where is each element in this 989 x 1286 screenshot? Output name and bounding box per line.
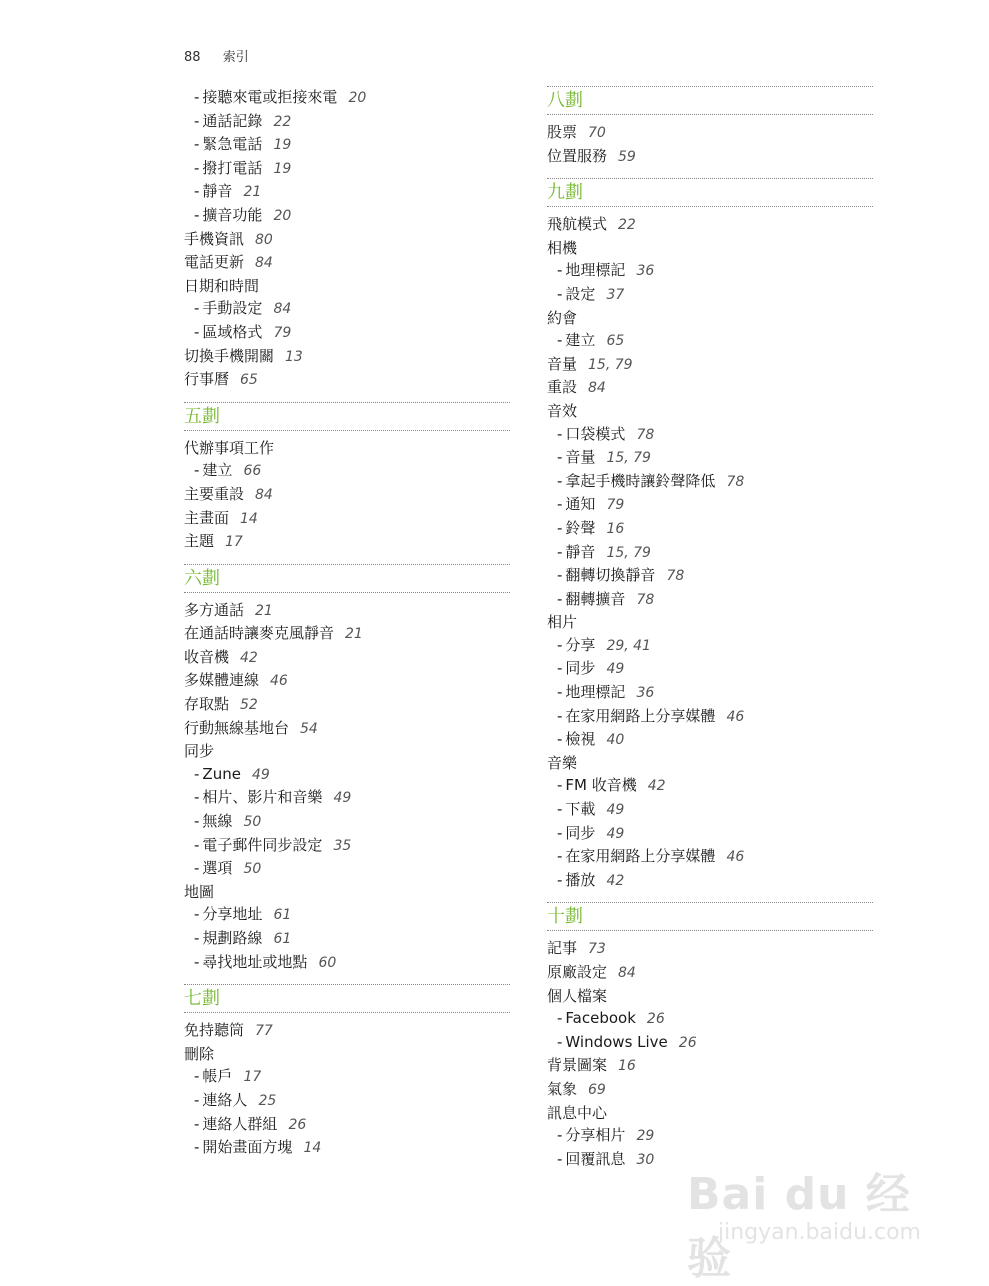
entry-page-number: 14 (303, 1140, 322, 1157)
subentry-dash: - (557, 566, 563, 585)
index-subentry (184, 810, 510, 834)
entry-term: 檢視 (565, 730, 596, 749)
index-entry (184, 881, 510, 904)
index-entry (184, 507, 510, 531)
index-subentry (184, 1089, 510, 1113)
entry-term: 建立 (202, 461, 233, 480)
subentry-dash: - (557, 542, 563, 561)
entry-term: 相片 (547, 613, 578, 632)
subentry-dash: - (557, 331, 563, 350)
entry-term: 選項 (202, 859, 233, 878)
entry-page-number: 78 (666, 568, 685, 585)
entry-page-number: 13 (285, 348, 303, 365)
entry-term: 股票 (547, 123, 578, 141)
entry-page-number: 37 (606, 286, 625, 303)
subentry-dash: - (557, 1032, 563, 1051)
entry-page-number: 15, 79 (606, 450, 651, 467)
entry-page-number: 29, 41 (606, 637, 651, 654)
index-entry (547, 400, 873, 423)
entry-term: 多媒體連線 (184, 671, 260, 690)
index-subentry (547, 517, 873, 541)
entry-page-number: 26 (646, 1011, 665, 1028)
subentry-dash: - (557, 706, 563, 725)
entry-term: 代辦事項工作 (184, 438, 275, 457)
index-subentry (547, 1031, 873, 1055)
section-header (184, 984, 510, 1013)
entry-term: 相片、影片和音樂 (202, 788, 323, 807)
index-subentry (184, 157, 510, 181)
subentry-dash: - (194, 1138, 200, 1157)
index-entry (184, 717, 510, 741)
entry-page-number: 22 (273, 113, 292, 130)
subentry-dash: - (557, 424, 563, 443)
entry-term: 電子郵件同步設定 (202, 835, 323, 854)
entry-page-number: 52 (240, 697, 258, 714)
entry-term: 地理標記 (565, 683, 626, 702)
entry-term: 同步 (565, 823, 596, 842)
entry-page-number: 15, 79 (606, 544, 651, 561)
entry-term: 在家用網路上分享媒體 (565, 706, 716, 725)
entry-page-number: 59 (618, 148, 636, 165)
index-entry (547, 376, 873, 400)
subentry-dash: - (194, 158, 200, 177)
index-subentry (184, 763, 510, 787)
entry-term: 個人檔案 (547, 986, 608, 1005)
subentry-dash: - (194, 88, 200, 106)
entry-page-number: 25 (258, 1092, 277, 1109)
index-entry (184, 1043, 510, 1066)
index-subentry (184, 786, 510, 810)
entry-page-number: 78 (636, 426, 655, 443)
entry-term: 在通話時讓麥克風靜音 (184, 624, 335, 643)
index-entry (547, 213, 873, 237)
entry-term: 建立 (565, 331, 596, 350)
index-entry (547, 237, 873, 260)
entry-term: 刪除 (184, 1044, 215, 1063)
entry-page-number: 73 (588, 941, 606, 958)
index-entry (547, 307, 873, 330)
index-entry (547, 611, 873, 634)
entry-page-number: 21 (255, 602, 273, 619)
index-entry (184, 530, 510, 554)
index-subentry (547, 774, 873, 798)
entry-term: 音效 (547, 401, 578, 420)
subentry-dash: - (194, 299, 200, 318)
entry-term: 開始畫面方塊 (202, 1138, 293, 1157)
entry-term: 同步 (184, 742, 215, 761)
entry-page-number: 49 (251, 766, 270, 783)
index-subentry (547, 588, 873, 612)
index-subentry (184, 927, 510, 951)
subentry-dash: - (194, 905, 200, 924)
entry-term: 播放 (565, 870, 596, 889)
index-subentry (547, 470, 873, 494)
entry-term: Facebook (565, 1009, 636, 1028)
entry-term: 接聽來電或拒接來電 (202, 88, 338, 106)
entry-page-number: 36 (636, 263, 655, 280)
index-subentry (547, 822, 873, 846)
subentry-dash: - (557, 261, 563, 280)
index-subentry (184, 1113, 510, 1137)
entry-term: 音樂 (547, 753, 578, 772)
entry-term: 翻轉擴音 (565, 589, 626, 608)
entry-term: 連絡人群組 (202, 1114, 278, 1133)
entry-page-number: 14 (240, 510, 258, 527)
entry-term: 地圖 (184, 882, 215, 901)
entry-term: 通知 (565, 495, 596, 514)
subentry-dash: - (557, 495, 563, 514)
entry-page-number: 70 (588, 125, 606, 141)
entry-page-number: 65 (606, 333, 625, 350)
index-subentry (184, 857, 510, 881)
index-entry (184, 599, 510, 623)
index-entry (547, 937, 873, 961)
entry-term: 鈴聲 (565, 518, 596, 537)
subentry-dash: - (557, 870, 563, 889)
index-subentry (184, 903, 510, 927)
entry-page-number: 21 (345, 626, 363, 643)
entry-page-number: 22 (618, 217, 636, 234)
entry-term: 口袋模式 (565, 424, 626, 443)
entry-term: 飛航模式 (547, 215, 608, 234)
index-entry (184, 251, 510, 275)
entry-page-number: 46 (726, 849, 745, 866)
subentry-dash: - (194, 764, 200, 783)
subentry-dash: - (557, 800, 563, 819)
entry-term: 主要重設 (184, 484, 245, 503)
entry-term: FM 收音機 (565, 776, 637, 795)
index-entry (184, 275, 510, 298)
index-subentry (547, 259, 873, 283)
subentry-dash: - (557, 823, 563, 842)
index-entry (184, 228, 510, 252)
entry-term: 在家用網路上分享媒體 (565, 847, 716, 866)
entry-term: 手機資訊 (184, 229, 245, 248)
index-subentry (184, 834, 510, 858)
entry-term: 回覆訊息 (565, 1149, 626, 1168)
index-entry (547, 1054, 873, 1078)
index-entry (184, 345, 510, 369)
entry-term: 記事 (547, 939, 578, 958)
index-subentry (547, 541, 873, 565)
index-subentry (184, 110, 510, 134)
entry-page-number: 65 (240, 372, 258, 389)
entry-term: 原廠設定 (547, 963, 608, 981)
entry-term: 分享 (565, 635, 596, 654)
entry-term: 背景圖案 (547, 1056, 608, 1075)
subentry-dash: - (557, 847, 563, 866)
entry-page-number: 69 (588, 1081, 606, 1098)
index-subentry (547, 1007, 873, 1031)
entry-page-number: 80 (255, 231, 273, 248)
entry-term: 擴音功能 (202, 205, 263, 224)
entry-term: 撥打電話 (202, 158, 263, 177)
entry-term: 音量 (565, 448, 596, 467)
subentry-dash: - (194, 859, 200, 878)
index-subentry (184, 459, 510, 483)
index-subentry (547, 423, 873, 447)
index-entry (547, 985, 873, 1008)
section-title: 七劃 (184, 988, 220, 1010)
subentry-dash: - (194, 461, 200, 480)
index-subentry (184, 321, 510, 345)
subentry-dash: - (194, 812, 200, 831)
index-entry (547, 145, 873, 169)
entry-page-number: 15, 79 (588, 356, 633, 373)
index-subentry (547, 329, 873, 353)
index-subentry (184, 1065, 510, 1089)
subentry-dash: - (557, 730, 563, 749)
entry-term: 手動設定 (202, 299, 263, 318)
section-title: 十劃 (547, 906, 583, 928)
entry-term: 位置服務 (547, 146, 608, 165)
entry-page-number: 49 (606, 802, 625, 819)
entry-page-number: 50 (243, 814, 262, 831)
entry-page-number: 84 (588, 380, 606, 397)
entry-page-number: 42 (240, 649, 258, 666)
subentry-dash: - (557, 1126, 563, 1145)
index-entry (547, 1102, 873, 1125)
subentry-dash: - (557, 659, 563, 678)
entry-term: 區域格式 (202, 322, 263, 341)
index-entry (547, 121, 873, 145)
entry-page-number: 16 (606, 520, 625, 537)
entry-term: 主題 (184, 532, 215, 551)
entry-page-number: 49 (606, 661, 625, 678)
entry-term: 靜音 (565, 542, 596, 561)
entry-page-number: 49 (333, 790, 352, 807)
index-subentry (547, 493, 873, 517)
index-subentry (184, 133, 510, 157)
index-subentry (184, 204, 510, 228)
index-column-left (184, 86, 510, 1160)
entry-term: 翻轉切換靜音 (565, 566, 656, 585)
entry-term: 尋找地址或地點 (202, 952, 308, 971)
subentry-dash: - (194, 322, 200, 341)
page-number: 88 (184, 50, 201, 65)
entry-term: 多方通話 (184, 600, 245, 619)
entry-term: 通話記錄 (202, 111, 263, 130)
subentry-dash: - (557, 683, 563, 702)
entry-term: 重設 (547, 378, 578, 397)
index-entry (184, 1019, 510, 1043)
entry-page-number: 46 (726, 708, 745, 725)
index-subentry (547, 446, 873, 470)
entry-page-number: 17 (243, 1069, 262, 1086)
entry-page-number: 79 (606, 497, 625, 514)
index-entry (184, 646, 510, 670)
section-title: 五劃 (184, 405, 220, 427)
entry-page-number: 20 (348, 90, 367, 106)
entry-page-number: 60 (318, 954, 337, 971)
entry-page-number: 36 (636, 685, 655, 702)
index-subentry (184, 297, 510, 321)
entry-page-number: 29 (636, 1128, 655, 1145)
entry-page-number: 66 (243, 463, 262, 480)
entry-page-number: 26 (288, 1116, 307, 1133)
entry-term: 緊急電話 (202, 135, 263, 154)
index-entry (547, 1078, 873, 1102)
subentry-dash: - (194, 929, 200, 947)
subentry-dash: - (194, 1090, 200, 1109)
entry-term: 訊息中心 (547, 1103, 608, 1122)
entry-page-number: 78 (636, 591, 655, 608)
section-header (547, 902, 873, 931)
subentry-dash: - (557, 635, 563, 654)
entry-page-number: 40 (606, 732, 625, 749)
index-subentry (547, 845, 873, 869)
index-subentry (184, 1136, 510, 1160)
index-subentry (547, 728, 873, 752)
entry-term: Windows Live (565, 1032, 668, 1051)
subentry-dash: - (194, 952, 200, 971)
section-title: 六劃 (184, 567, 220, 589)
entry-page-number: 84 (255, 486, 273, 503)
entry-term: 主畫面 (184, 508, 230, 527)
entry-term: 收音機 (184, 647, 230, 666)
section-title: 八劃 (547, 90, 583, 111)
index-entry (547, 752, 873, 775)
index-entry (184, 368, 510, 392)
entry-term: 設定 (565, 284, 596, 303)
index-subentry (184, 180, 510, 204)
entry-term: 連絡人 (202, 1090, 248, 1109)
entry-term: 靜音 (202, 182, 233, 201)
entry-page-number: 84 (618, 965, 636, 981)
entry-term: Zune (202, 764, 241, 783)
watermark-text: Bai du 经验 (687, 1169, 911, 1284)
entry-page-number: 42 (606, 872, 625, 889)
watermark-url: jingyan.baidu.com (717, 1220, 921, 1245)
index-subentry (547, 564, 873, 588)
index-subentry (547, 798, 873, 822)
entry-term: 約會 (547, 308, 578, 327)
entry-page-number: 19 (273, 137, 292, 154)
entry-term: 無線 (202, 812, 233, 831)
subentry-dash: - (194, 182, 200, 201)
entry-page-number: 49 (606, 825, 625, 842)
entry-page-number: 50 (243, 861, 262, 878)
subentry-dash: - (194, 111, 200, 130)
entry-page-number: 19 (273, 160, 292, 177)
index-column-right (547, 86, 873, 1171)
entry-term: 地理標記 (565, 261, 626, 280)
index-entry (184, 483, 510, 507)
index-entry (184, 437, 510, 460)
page-header (184, 46, 249, 65)
index-entry (184, 669, 510, 693)
entry-term: 規劃路線 (202, 929, 263, 947)
entry-term: 音量 (547, 354, 578, 373)
entry-term: 下載 (565, 800, 596, 819)
entry-page-number: 46 (270, 673, 288, 690)
entry-term: 行事曆 (184, 370, 230, 389)
section-header (184, 564, 510, 593)
subentry-dash: - (194, 135, 200, 154)
entry-term: 電話更新 (184, 253, 245, 272)
entry-page-number: 61 (273, 931, 292, 947)
entry-page-number: 84 (273, 301, 292, 318)
entry-page-number: 30 (636, 1151, 655, 1168)
entry-page-number: 84 (255, 255, 273, 272)
entry-term: 切換手機開關 (184, 346, 275, 365)
section-header (547, 178, 873, 207)
index-subentry (547, 634, 873, 658)
index-subentry (547, 681, 873, 705)
subentry-dash: - (557, 776, 563, 795)
entry-page-number: 26 (678, 1034, 697, 1051)
index-entry (184, 693, 510, 717)
index-subentry (184, 86, 510, 110)
index-entry (184, 622, 510, 646)
section-header (184, 402, 510, 431)
entry-term: 免持聽筒 (184, 1021, 245, 1040)
entry-term: 日期和時間 (184, 276, 260, 295)
subentry-dash: - (557, 448, 563, 467)
entry-term: 氣象 (547, 1079, 578, 1098)
index-entry (547, 353, 873, 377)
entry-page-number: 21 (243, 184, 262, 201)
entry-page-number: 17 (225, 534, 243, 551)
subentry-dash: - (557, 284, 563, 303)
entry-page-number: 77 (255, 1023, 273, 1040)
index-entry (184, 740, 510, 763)
entry-page-number: 78 (726, 473, 745, 490)
entry-term: 存取點 (184, 695, 230, 714)
entry-term: 帳戶 (202, 1067, 233, 1086)
entry-page-number: 35 (333, 837, 352, 854)
page-title: 索引 (222, 50, 249, 65)
section-title: 九劃 (547, 182, 583, 204)
subentry-dash: - (557, 471, 563, 490)
index-subentry (547, 657, 873, 681)
subentry-dash: - (194, 835, 200, 854)
entry-page-number: 79 (273, 324, 292, 341)
entry-term: 同步 (565, 659, 596, 678)
section-header (547, 86, 873, 115)
subentry-dash: - (557, 1149, 563, 1168)
entry-page-number: 54 (300, 720, 318, 737)
entry-page-number: 16 (618, 1058, 636, 1075)
entry-page-number: 20 (273, 207, 292, 224)
entry-term: 行動無線基地台 (184, 718, 290, 737)
index-subentry (547, 705, 873, 729)
subentry-dash: - (194, 1114, 200, 1133)
index-subentry (547, 869, 873, 893)
index-entry (547, 961, 873, 985)
entry-term: 拿起手機時讓鈴聲降低 (565, 471, 716, 490)
entry-term: 分享相片 (565, 1126, 626, 1145)
entry-term: 分享地址 (202, 905, 263, 924)
subentry-dash: - (194, 788, 200, 807)
index-subentry (547, 1124, 873, 1148)
index-subentry (547, 283, 873, 307)
subentry-dash: - (557, 1009, 563, 1028)
subentry-dash: - (194, 205, 200, 224)
subentry-dash: - (557, 518, 563, 537)
subentry-dash: - (194, 1067, 200, 1086)
subentry-dash: - (557, 589, 563, 608)
index-subentry (184, 951, 510, 975)
watermark-logo (687, 1148, 927, 1284)
entry-term: 相機 (547, 238, 578, 257)
entry-page-number: 61 (273, 907, 292, 924)
entry-page-number: 42 (647, 778, 666, 795)
